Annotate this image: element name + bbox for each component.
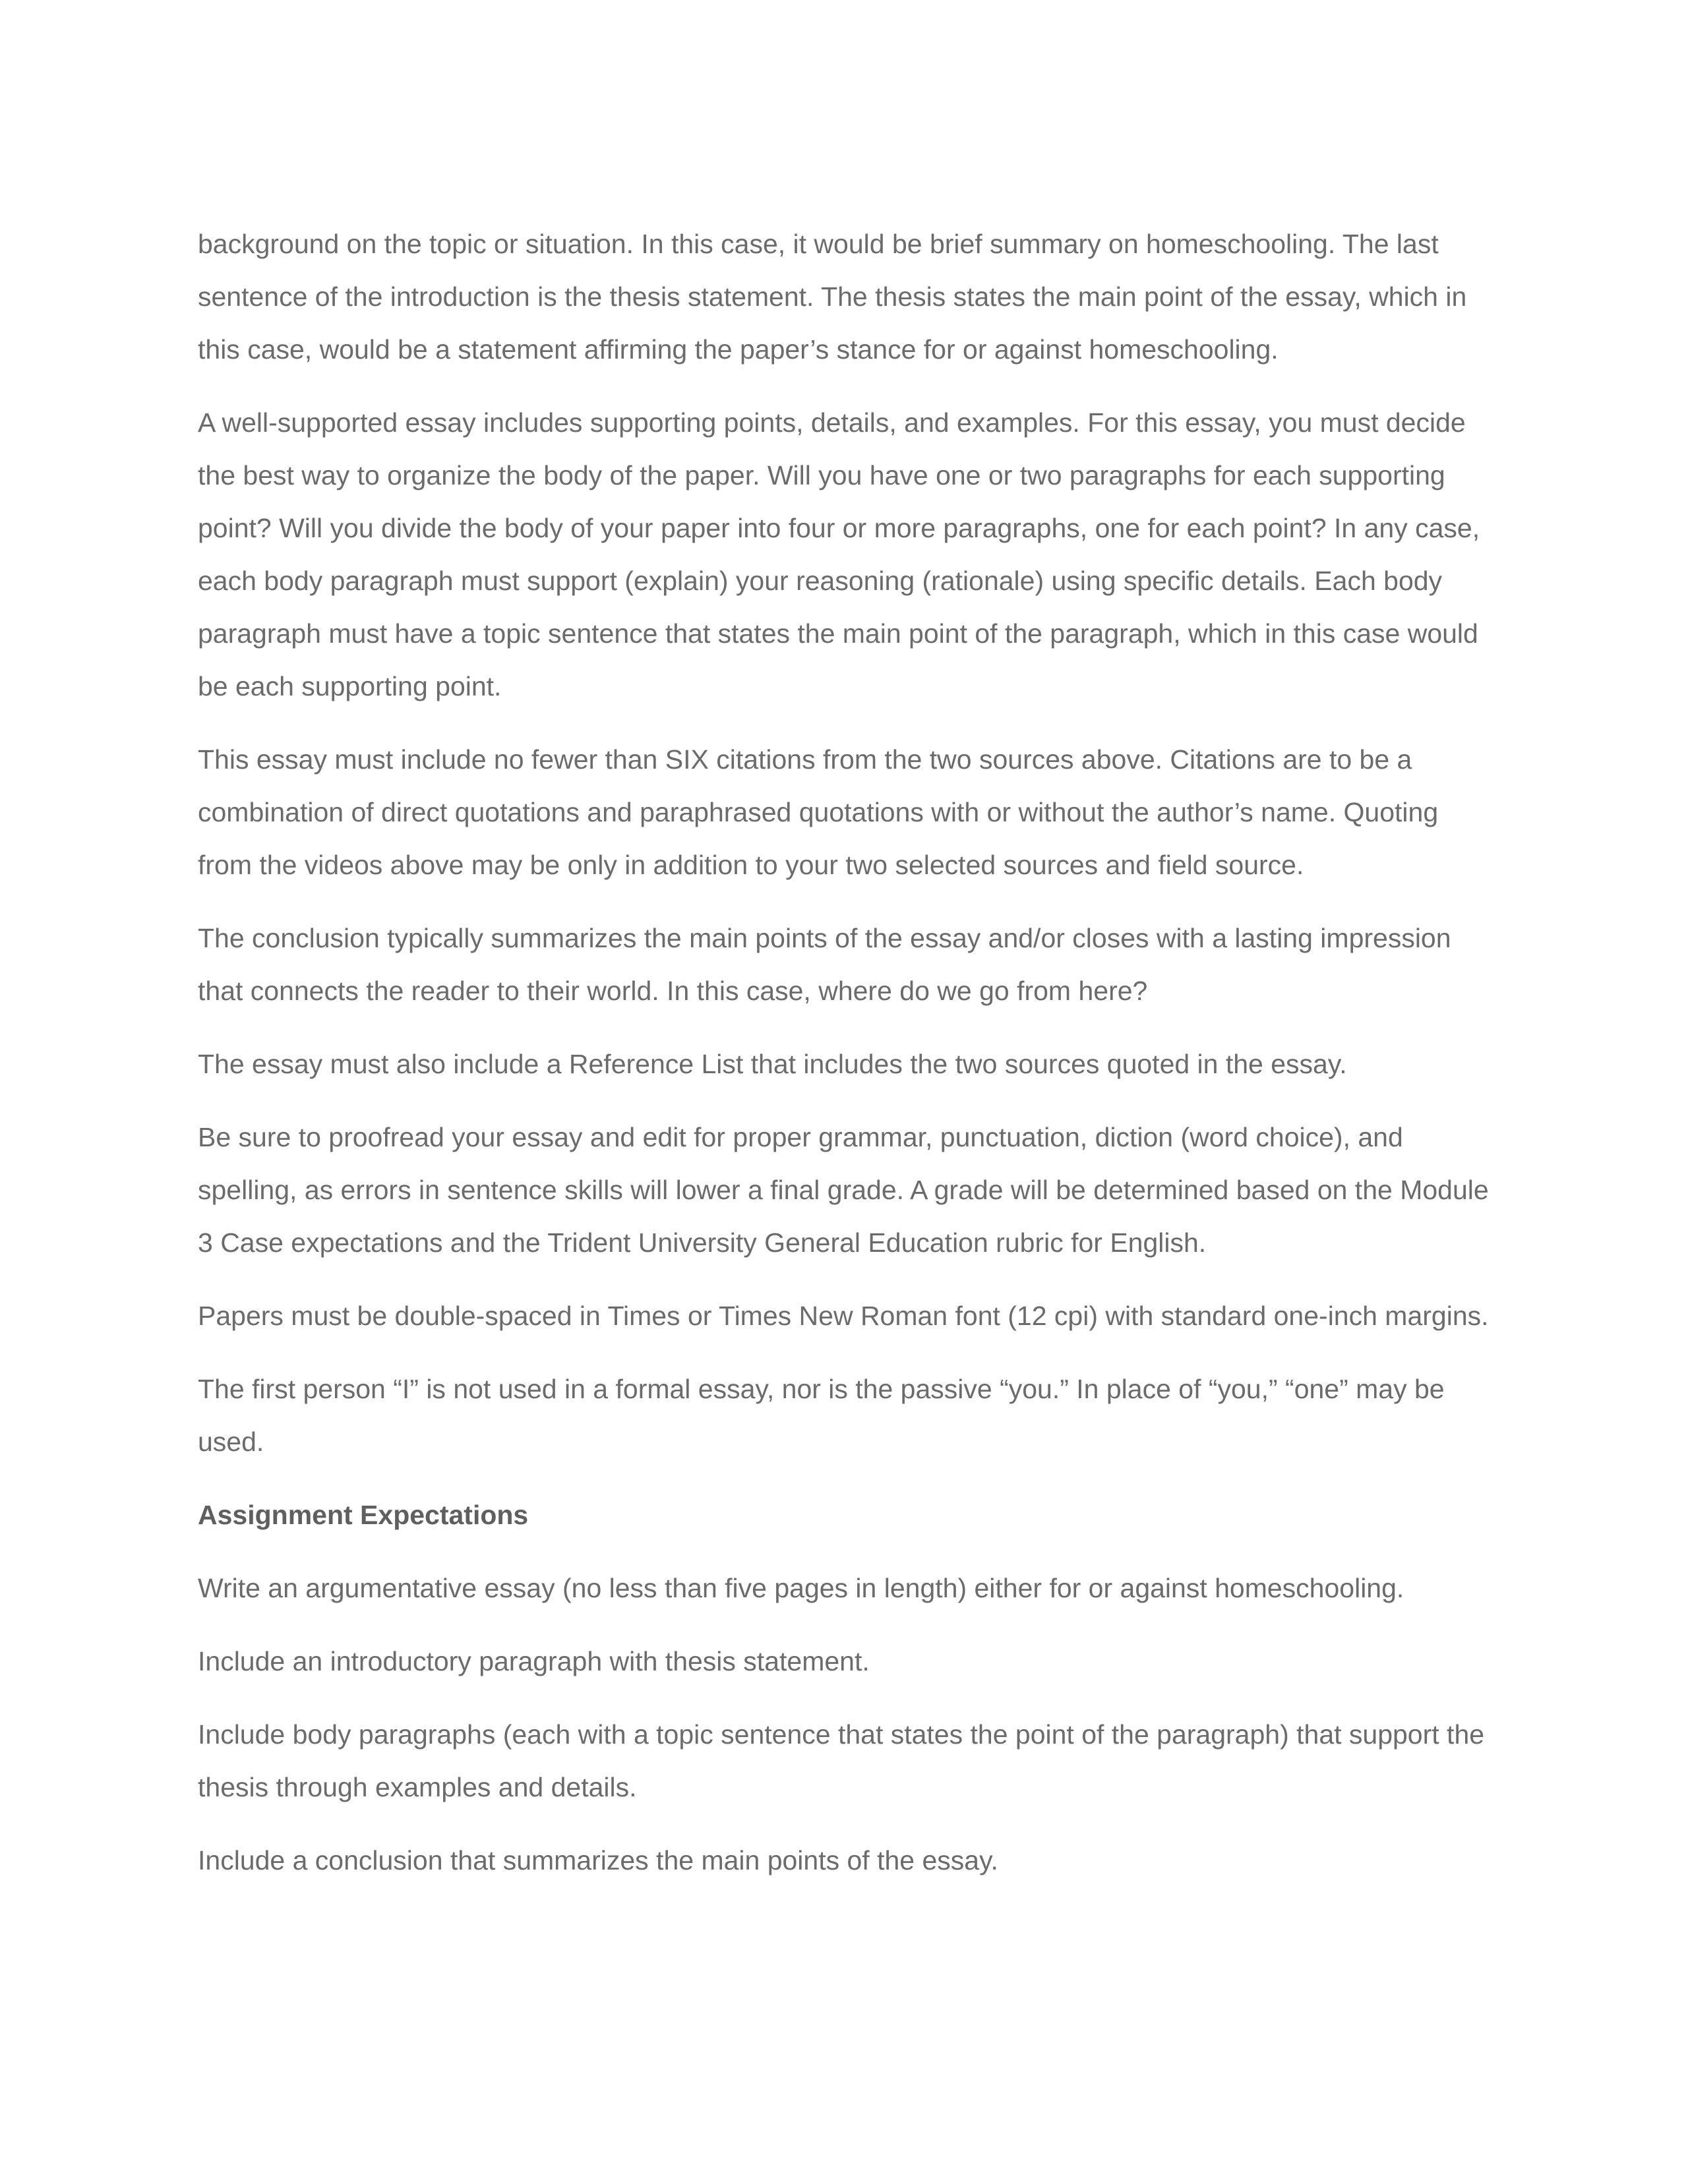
section-heading: Assignment Expectations <box>198 1500 529 1530</box>
paragraph-conclusion: The conclusion typically summarizes the main points of the essay and/or closes with a lasting impression that connects the reader to their world. In this case, where do we go from here? <box>198 923 1451 1006</box>
paragraph-proofread: Be sure to proofread your essay and edit for proper grammar, punctuation, diction (word choice), and spelling, as errors in sentence skills will lower a final grade. A grade will be determined based on the Module 3 Case expectations and the Trident University General Education rubric for English. <box>198 1122 1489 1258</box>
expectation-item: Include body paragraphs (each with a topic sentence that states the point of the paragraph) that support the thesis through examples and details. <box>198 1719 1485 1802</box>
paragraph-formatting: Papers must be double-spaced in Times or Times New Roman font (12 cpi) with standard one-inch margins. <box>198 1301 1489 1331</box>
paragraph-citations: This essay must include no fewer than SIX citations from the two sources above. Citations are to be a combination of direct quotations and paraphrased quotations with or without the author’s name. Quoting from the videos above may be only in addition to your two selected sources and field source. <box>198 744 1439 880</box>
expectation-item: Write an argumentative essay (no less than five pages in length) either for or against homeschooling. <box>198 1573 1404 1603</box>
paragraph-introduction-continued: background on the topic or situation. In this case, it would be brief summary on homeschooling. The last sentence of the introduction is the thesis statement. The thesis states the main point of the essay, which in this case, would be a statement affirming the paper’s stance for or against homeschooling. <box>198 229 1467 365</box>
expectation-item: Include an introductory paragraph with thesis statement. <box>198 1646 870 1676</box>
document-body <box>198 218 1490 1907</box>
paragraph-reference-list: The essay must also include a Reference List that includes the two sources quoted in the essay. <box>198 1049 1347 1079</box>
paragraph-first-person: The first person “I” is not used in a formal essay, nor is the passive “you.” In place of “you,” “one” may be used. <box>198 1374 1445 1457</box>
paragraph-body-organization: A well-supported essay includes supporting points, details, and examples. For this essay, you must decide the best way to organize the body of the paper. Will you have one or two paragraphs for each supporting point? Will you divide the body of your paper into four or more paragraphs, one for each point? In any case, each body paragraph must support (explain) your reasoning (rationale) using specific details. Each body paragraph must have a topic sentence that states the main point of the paragraph, which in this case would be each supporting point. <box>198 407 1480 701</box>
expectation-item: Include a conclusion that summarizes the main points of the essay. <box>198 1845 998 1875</box>
